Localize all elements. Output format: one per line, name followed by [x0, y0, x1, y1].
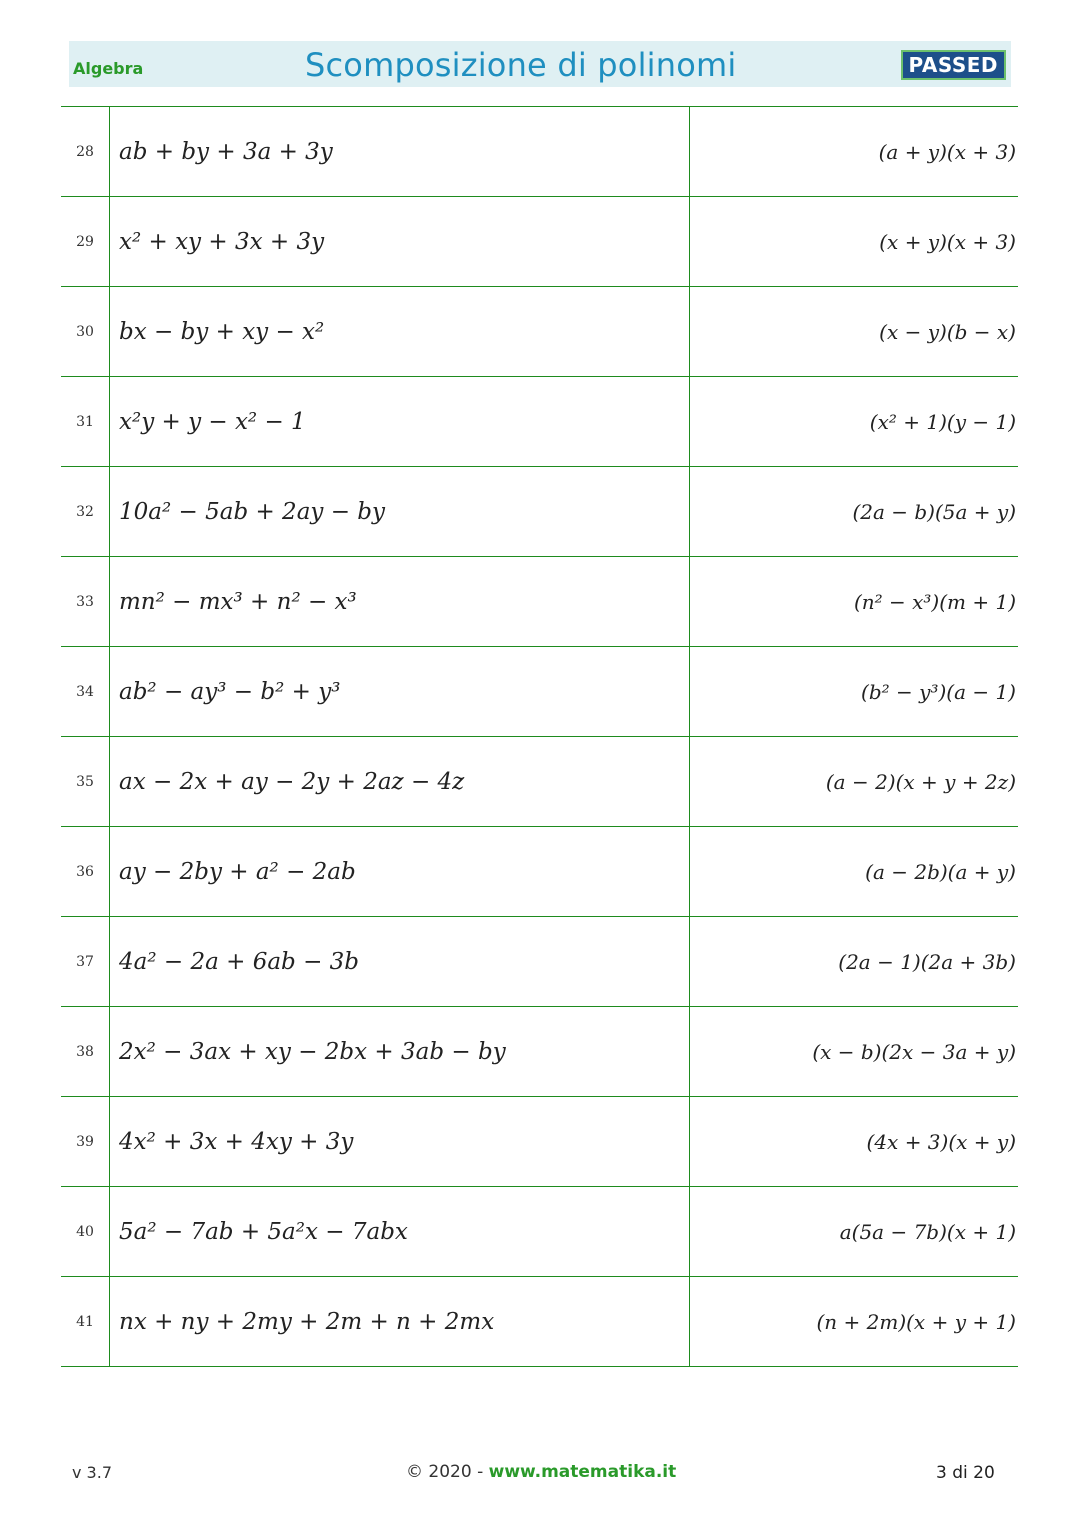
exercise-number: 31: [61, 377, 110, 466]
exercise-number: 37: [61, 917, 110, 1006]
exercise-row: [61, 467, 1018, 557]
exercise-row: [61, 737, 1018, 827]
exercise-answer: (2a − b)(5a + y): [852, 499, 1016, 524]
column-divider: [689, 917, 690, 1006]
exercise-number: 32: [61, 467, 110, 556]
exercise-number: 35: [61, 737, 110, 826]
exercise-number: 40: [61, 1187, 110, 1276]
exercise-row: [61, 647, 1018, 737]
exercise-expression: bx − by + xy − x²: [119, 318, 325, 345]
version-label: v 3.7: [72, 1463, 112, 1482]
exercise-answer: (n + 2m)(x + y + 1): [816, 1309, 1016, 1334]
exercise-row: [61, 917, 1018, 1007]
exercise-number: 28: [61, 107, 110, 196]
copyright-text: © 2020 -: [406, 1462, 489, 1482]
exercise-row: [61, 827, 1018, 917]
exercise-number: 41: [61, 1277, 110, 1366]
exercise-row: [61, 1187, 1018, 1277]
column-divider: [689, 737, 690, 826]
exercise-expression: nx + ny + 2my + 2m + n + 2mx: [119, 1308, 495, 1335]
column-divider: [689, 1097, 690, 1186]
exercise-answer: (a − 2)(x + y + 2z): [825, 769, 1016, 794]
exercise-expression: 10a² − 5ab + 2ay − by: [119, 498, 386, 525]
exercise-expression: ab + by + 3a + 3y: [119, 138, 333, 165]
column-divider: [689, 467, 690, 556]
subject-label: Algebra: [73, 59, 144, 78]
column-divider: [689, 1277, 690, 1366]
exercise-row: [61, 107, 1018, 197]
column-divider: [689, 377, 690, 466]
column-divider: [689, 287, 690, 376]
exercise-expression: ay − 2by + a² − 2ab: [119, 858, 356, 885]
column-divider: [689, 647, 690, 736]
exercise-number: 39: [61, 1097, 110, 1186]
exercise-answer: (x − b)(2x − 3a + y): [812, 1039, 1016, 1064]
exercise-row: [61, 1277, 1018, 1367]
column-divider: [689, 107, 690, 196]
exercise-answer: (x² + 1)(y − 1): [869, 409, 1016, 434]
exercise-answer: (4x + 3)(x + y): [866, 1129, 1016, 1154]
exercise-answer: (a + y)(x + 3): [878, 139, 1016, 164]
exercise-row: [61, 287, 1018, 377]
exercise-answer: a(5a − 7b)(x + 1): [839, 1219, 1016, 1244]
page-header: [69, 41, 1011, 87]
copyright-line: [406, 1462, 676, 1482]
exercise-expression: 4x² + 3x + 4xy + 3y: [119, 1128, 354, 1155]
exercise-answer: (x + y)(x + 3): [879, 229, 1016, 254]
page-number: 3 di 20: [936, 1463, 995, 1483]
exercise-expression: mn² − mx³ + n² − x³: [119, 588, 357, 615]
column-divider: [689, 827, 690, 916]
exercise-expression: 2x² − 3ax + xy − 2bx + 3ab − by: [119, 1038, 506, 1065]
exercise-row: [61, 1007, 1018, 1097]
status-badge: PASSED: [901, 50, 1006, 80]
exercise-expression: 5a² − 7ab + 5a²x − 7abx: [119, 1218, 408, 1245]
exercise-number: 29: [61, 197, 110, 286]
exercise-answer: (x − y)(b − x): [879, 319, 1016, 344]
exercise-number: 36: [61, 827, 110, 916]
exercise-expression: x² + xy + 3x + 3y: [119, 228, 325, 255]
exercise-answer: (n² − x³)(m + 1): [853, 589, 1016, 614]
exercise-expression: 4a² − 2a + 6ab − 3b: [119, 948, 360, 975]
page-title: Scomposizione di polinomi: [305, 46, 737, 84]
exercise-row: [61, 377, 1018, 467]
exercise-number: 34: [61, 647, 110, 736]
exercise-expression: ab² − ay³ − b² + y³: [119, 678, 341, 705]
exercise-row: [61, 197, 1018, 287]
exercise-table: [61, 106, 1018, 1367]
column-divider: [689, 197, 690, 286]
column-divider: [689, 1187, 690, 1276]
exercise-expression: x²y + y − x² − 1: [119, 408, 306, 435]
column-divider: [689, 557, 690, 646]
exercise-number: 33: [61, 557, 110, 646]
column-divider: [689, 1007, 690, 1096]
exercise-number: 38: [61, 1007, 110, 1096]
site-link[interactable]: www.matematika.it: [488, 1462, 677, 1482]
exercise-expression: ax − 2x + ay − 2y + 2az − 4z: [119, 768, 465, 795]
exercise-answer: (2a − 1)(2a + 3b): [838, 949, 1016, 974]
exercise-number: 30: [61, 287, 110, 376]
exercise-answer: (b² − y³)(a − 1): [861, 679, 1016, 704]
exercise-row: [61, 1097, 1018, 1187]
exercise-answer: (a − 2b)(a + y): [865, 859, 1016, 884]
exercise-row: [61, 557, 1018, 647]
